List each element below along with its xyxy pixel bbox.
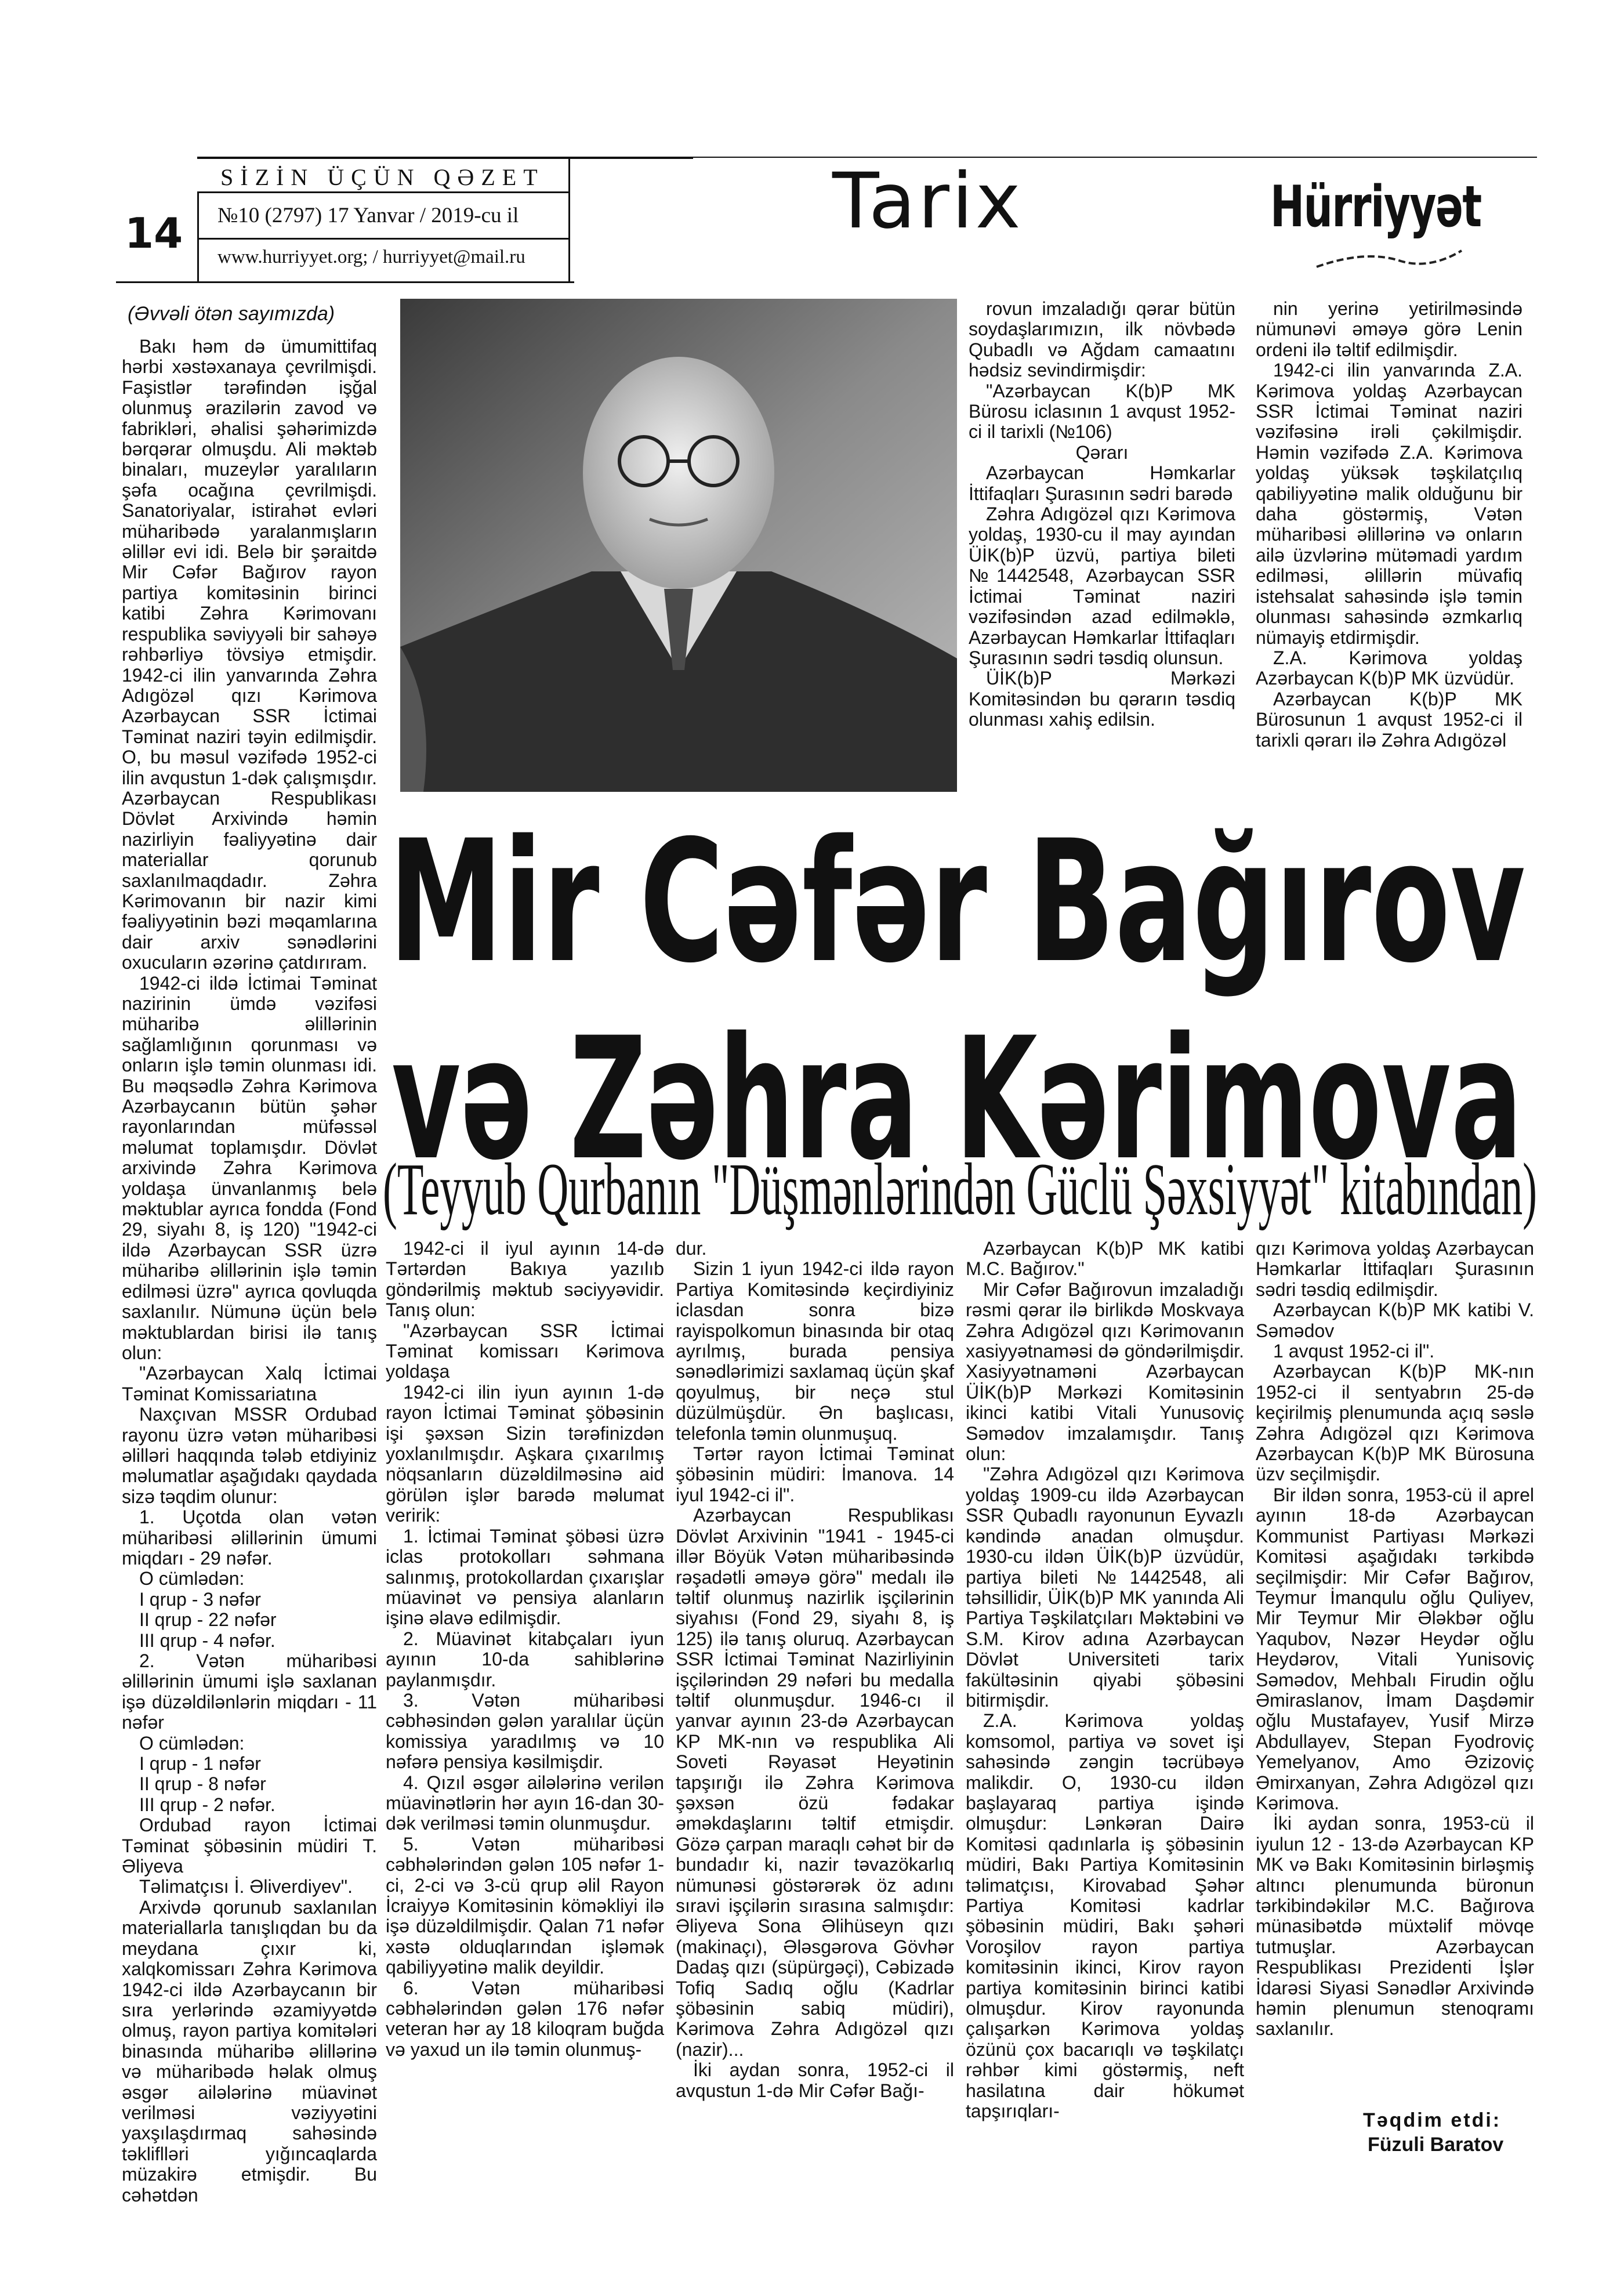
paragraph: 4. Qızıl əsgər ailələrinə verilən müavinətlərin hər ayın 16-dan 30-dək verilməsi təmin olunmuşdur. [386, 1772, 664, 1834]
article-column-bottom-4 [1256, 1239, 1534, 2097]
paragraph: Qərarı [1075, 441, 1129, 463]
paragraph: Z.A. Kərimova yoldaş komsomol, partiya və sovet işi sahəsində zəngin təcrübəyə malikdir. O, 1930-cu ildən başlayaraq partiya işində olmuşdur: Lənkəran Dairə Komitəsi qadınlarla iş şöbəsinin müdiri, Bakı Partiya Komitəsinin təlimatçısı, Kirovabad Şəhər Partiya Komitəsi kadrlar şöbəsinin müdiri, Bakı şəhəri Voroşilov rayon partiya komitəsinin ikinci, Kirov rayon partiya komitəsinin birinci katibi olmuşdur. Kirov rayonunda çalışarkən Kərimova yoldaş özünü çox bacarıqlı və təşkilatçı rəhbər kimi göstərmiş, neft hasilatına dair hökumət tapşırıqları- [966, 1710, 1244, 2122]
paragraph: 1 avqust 1952-ci il". [1273, 1341, 1435, 1362]
article-column-bottom-3 [966, 1239, 1244, 2135]
paragraph: 1. Uçotda olan vətən müharibəsi əlillərinin ümumi miqdarı - 29 nəfər. [122, 1507, 377, 1569]
paragraph: O cümlədən: [139, 1732, 245, 1754]
paragraph: III qrup - 2 nəfər. [139, 1794, 276, 1815]
headline-line-2: və Zəhra Kərimova [392, 1002, 1522, 1197]
paragraph: O cümlədən: [139, 1568, 245, 1589]
paragraph: Zəhra Adıgözəl qızı Kərimova yoldaş, 1930-cu il may ayından ÜİK(b)P üzvü, partiya bileti №1442548, Azərbaycan SSR İctimai Təminat naziri vəzifəsindən azad edilməklə, Azərbaycan Həmkarlar İttifaqları Şurasının sədri təsdiq olunsun. [969, 504, 1235, 668]
article-column-bottom-1 [386, 1239, 664, 2135]
paragraph: Ordubad rayon İctimai Təminat şöbəsinin müdiri T. Əliyeva [122, 1815, 377, 1877]
portrait-photo [400, 299, 957, 792]
paragraph: 5. Vətən müharibəsi cəbhələrindən gələn 105 nəfər 1-ci, 2-ci və 3-cü qrup əlil Rayon İcraiyyə Komitəsinin kömәkliyi ilə işə düzəldilmişdir. Qalan 71 nəfər xəstə olduqlarından işləmək qabiliyyətinə malik deyildir. [386, 1833, 664, 1978]
paragraph: Azərbaycan K(b)P MK katibi M.C. Bağırov." [966, 1238, 1244, 1280]
paragraph: III qrup - 4 nəfər. [139, 1630, 276, 1651]
article-column-top-b [1256, 299, 1522, 774]
subtitle [377, 1146, 1543, 1239]
paragraph: Tərtər rayon İctimai Təminat şöbəsinin müdiri: İmanova. 14 iyul 1942-ci il". [676, 1443, 954, 1505]
article-column-bottom-2 [676, 1239, 954, 2135]
paragraph: nin yerinə yetirilməsində nümunəvi əməyə görə Lenin ordeni ilə təltif edilmişdir. [1256, 298, 1522, 360]
logo-swoosh-icon [1314, 244, 1464, 273]
paragraph: I qrup - 3 nəfər [139, 1588, 261, 1610]
paragraph: 1942-ci il iyul ayının 14-də Tərtərdən Bakıya yazılıb göndərilmiş məktub səciyyəvidir. Tanış olun: [386, 1238, 664, 1321]
section-title: Tarix [832, 157, 1023, 246]
paragraph: "Azərbaycan SSR İctimai Təminat komissarı Kərimova yoldaşa [386, 1320, 664, 1382]
issue-info: №10 (2797) 17 Yanvar / 2019-cu il [217, 204, 519, 227]
paragraph: rovun imzaladığı qərar bütün soydaşlarımızın, ilk növbədə Qubadlı və Ağdam camaatını hədsiz sevindirmişdir: [969, 298, 1235, 381]
paragraph: 1. İctimai Təminat şöbəsi üzrə iclas protokolları səhmana salınmış, protokollardan çıxarışlar müavinət və pensiya alanların işinə əlavə edilmişdir. [386, 1525, 664, 1629]
masthead-motto: SİZİN ÜÇÜN QƏZET [220, 164, 545, 190]
paragraph: Naxçıvan MSSR Ordubad rayonu üzrə vətən müharibəsi əlilləri haqqında tələb etdiyiniz məlumatlar aşağıdakı qaydada sizə təqdim olunur: [122, 1404, 377, 1507]
paragraph: 2. Vətən müharibəsi əlillərinin ümumi işlə saxlanan işə düzəldilənlərin miqdarı - 11 nəfər [122, 1650, 377, 1733]
paragraph: 1942-ci ilin iyun ayının 1-də rayon İctimai Təminat şöbəsinin işi şəxsən Sizin tərəfinizdən yoxlanılmışdır. Aşkara çıxarılmış nöqsanların düzəldilməsinə aid görülən işlər barədə məlumat veririk: [386, 1381, 664, 1526]
paragraph: İki aydan sonra, 1952-ci il avqustun 1-də Mir Cəfər Bağı- [676, 2059, 954, 2101]
paragraph: Arxivdə qorunub saxlanılan materiallarla tanışlıqdan bu da meydana çıxır ki, xalqkomissarı Zəhra Kərimova 1942-ci ildə Azərbaycanın bir sıra yerlərində əzamiyyətdə olmuş, rayon partiya komitələri binasında müharibə əlillərinə və müharibədə həlak olmuş əsgər ailələrinə müavinət verilməsi vəziyyətini yaxşılaşdırmaq sahəsində təkliflləri yığıncaqlarda müzakirə etmişdir. Bu cəhətdən [122, 1896, 377, 2206]
credit-label: Təqdim etdi: [1363, 2109, 1502, 2131]
paragraph: "Zəhra Adıgözəl qızı Kərimova yoldaş 1909-cu ildə Azərbaycan SSR Qubadlı rayonunun Eyvazlı kəndində anadan olmuşdur. 1930-cu ildən ÜİK(b)P üzvüdür, partiya bileti №1442548, ali təhsillidir, ÜİK(b)P MK yanında Ali Partiya Təşkilatçıları Məktəbini və S.M. Kirov adına Azərbaycan Dövlət Universiteti tarix fakültəsinin qiyabi şöbəsini bitirmişdir. [966, 1464, 1244, 1711]
article-column-top-a [969, 299, 1235, 774]
paragraph: 3. Vətən müharibəsi cəbhəsindən gələn yaralılar üçün komissiya yaradılmış və 10 nəfərə pensiya kəsilmişdir. [386, 1689, 664, 1773]
paragraph: Mir Cəfər Bağırovun imzaladığı rəsmi qərar ilə birlikdə Moskvaya Zəhra Adıgözəl qızı Kərimovanın xasiyyətnaməsi də göndərilmişdir. Xasiyyətnaməni Azərbaycan ÜİK(b)P Mərkəzi Komitəsinin ikinci katibi Vitali Yunusoviç Səmədov imzalamışdır. Tanış olun: [966, 1279, 1244, 1465]
paragraph: Sizin 1 iyun 1942-ci ildə rayon Partiya Komitəsində keçirdiyiniz iclasdan sonra bizə rayispolkomun binasında bir otaq ayrılmış, burada pensiya sənədlərimizi saxlamaq üçün şkaf qoyulmuş, bir neçə stul düzülmüşdür. Ən başlıcası, telefonla təmin olunmuşuq. [676, 1258, 954, 1444]
paragraph: 1942-ci ilin yanvarında Z.A. Kərimova yoldaş Azərbaycan SSR İctimai Təminat naziri vəzifəsinə irəli çəkilmişdir. Həmin vəzifədə Z.A. Kərimova yoldaş yüksək təşkilatçılıq qabiliyyətinə malik olduğunu bir daha göstərmiş, Vətən müharibəsi əlillərinə və onların ailə üzvlərinə mütəmadi yardım edilməsi, əlillərin müvafiq istehsalat sahəsində işlə təmin olunması sahəsində əzmkarlıq nümayiş etdirmişdir. [1256, 360, 1522, 648]
paragraph: Azərbaycan K(b)P MK-nın 1952-ci il sentyabrın 25-də keçirilmiş plenumunda açıq səslə Zəhra Adıgözəl qızı Kərimova Azərbaycan K(b)P MK Bürosuna üzv seçilmişdir. [1256, 1361, 1534, 1485]
paragraph: II qrup - 8 nəfər [139, 1773, 266, 1795]
page-number: 14 [125, 209, 183, 258]
paragraph: İki aydan sonra, 1953-cü il iyulun 12 - 13-də Azərbaycan KP MK və Bakı Komitəsinin birləşmiş altıncı plenumunda büronun tərkibindəkilər M.C. Bağırova münasibətdə müxtəlif mövqe tutmuşlar. Azərbaycan Respublikası Prezidenti İşlər İdarəsi Siyasi Sənədlər Arxivində həmin plenumun stenoqramı saxlanılır. [1256, 1813, 1534, 2040]
paragraph: 2. Müavinət kitabçaları iyun ayının 10-da sahiblərinə paylanmışdır. [386, 1628, 664, 1690]
subtitle-text: (Teyyub Qurbanın "Düşmənlərindən Güclü Şəxsiyyət" kitabından) [383, 1148, 1537, 1230]
contact-info: www.hurriyyet.org; / hurriyyet@mail.ru [217, 247, 525, 267]
headline-line-1: Mir Cəfər Bağırov [389, 805, 1525, 1000]
paragraph: Z.A. Kərimova yoldaş Azərbaycan K(b)P MK üzvüdür. [1256, 647, 1522, 689]
paragraph: Bir ildən sonra, 1953-cü il aprel ayının 18-də Azərbaycan Kommunist Partiyası Mərkəzi Komitəsi aşağıdakı tərkibdə seçilmişdir: Mir Cəfər Bağırov, Teymur İmanqulu oğlu Quliyev, Mir Teymur Mir Ələkbər oğlu Yaqubov, Nəzər Heydər oğlu Heydərov, Vitali Yunisoviç Səmədov, Mehbalı Firudin oğlu Əmiraslanov, İmam Daşdəmir oğlu Mustafayev, Yusif Mirzə Abdullayev, Stepan Fyodroviç Yemelyanov, Amo Əzizoviç Əmirxanyan, Zəhra Adıgözəl qızı Kərimova. [1256, 1484, 1534, 1813]
continuation-note: (Əvvəli ötən sayımızda) [128, 303, 335, 325]
newspaper-logo: Hürriyyət [1270, 174, 1481, 240]
paragraph: 1942-ci ildə İctimai Təminat nazirinin ümdə vəzifəsi müharibə əlillərinin sağlamlığının qorunması və onların işlə təmin olunması idi. Bu məqsədlə Zəhra Kərimova Azərbaycanın bütün şəhər rayonlarından müfəssəl məlumat toplamışdır. Dövlət arxivində Zəhra Kərimova yoldaşa ünvanlanmış belə məktublar ayrıca fondda (Fond 29, siyahı 8, iş 120) "1942-ci ildə Azərbaycan SSR üzrə müharibə əlillərinin işlə təmin edilməsi üzrə" ayrıca qovluqda saxlanılır. Nümunə üçün belə məktublardan birisi ilə tanış olun: [122, 972, 377, 1363]
paragraph: Təlimatçısı İ. Əliverdiyev". [139, 1876, 353, 1898]
paragraph: ÜİK(b)P Mərkəzi Komitəsindən bu qərarın təsdiq olunması xahiş edilsin. [969, 668, 1235, 730]
paragraph: Azərbaycan Həmkarlar İttifaqları Şurasının sədri barədə [969, 462, 1235, 504]
paragraph: Azərbaycan Respublikası Dövlət Arxivinin "1941 - 1945-ci illər Böyük Vətən müharibəsində rəşadətli əməyə görə" medalı ilə təltif olunmuş nazirlik işçilərinin siyahısı (Fond 29, siyahı 8, iş 125) ilə tanış oluruq. Azərbaycan SSR İctimai Təminat Nazirliyinin işçilərindən 29 nəfəri bu medalla təltif olunmuşdur. 1946-cı il yanvar ayının 23-də Azərbaycan KP MK-nın və respublika Ali Soveti Rəyasət Heyətinin tapşırığı ilə Zəhra Kərimova şəxsən özü fədakar əməkdaşlarını təltif etmişdir. Gözə çarpan maraqlı cəhət bir də bundadır ki, nazir təvazökarlıq nümunəsi göstərərək öz adını sıravi işçilərin sırasına salmışdır: Əliyeva Sona Əlihüseyn qızı (makinaçı), Ələsgərova Gövhər Dadaş qızı (süpürgəçi), Cəbizadə Tofiq Sadıq oğlu (Kadrlar şöbəsinin sabiq müdiri), Kərimova Zəhra Adıgözəl qızı (nazir)... [676, 1505, 954, 2060]
paragraph: Azərbaycan K(b)P MK katibi V. Səmədov [1256, 1299, 1534, 1341]
credit-name: Füzuli Baratov [1368, 2134, 1504, 2156]
paragraph: II qrup - 22 nəfər [139, 1609, 277, 1631]
paragraph: Azərbaycan K(b)P MK Bürosunun 1 avqust 1952-ci il tarixli qərarı ilə Zəhra Adıgözəl [1256, 688, 1522, 751]
paragraph: "Azərbaycan K(b)P MK Bürosu iclasının 1 avqust 1952-ci il tarixli (№106) [969, 380, 1235, 443]
paragraph: dur. [676, 1238, 707, 1259]
paragraph: 6. Vətən müharibəsi cəbhələrindən gələn 176 nəfər veteran hər ay 18 kiloqram buğda və yaxud un ilə təmin olunmuş- [386, 1977, 664, 2060]
paragraph: qızı Kərimova yoldaş Azərbaycan Həmkarlar İttifaqları Şurasının sədri təsdiq edilmişdir. [1256, 1238, 1534, 1300]
paragraph: Bakı həm də ümumittifaq hərbi xəstəxanaya çevrilmişdi. Faşistlər tərəfindən işğal olunmuş ərazilərin zavod və fabrikləri, əhalisi şəhərimizdə bərqərar olmuşdu. Ali məktəb binaları, muzeylər yaralıların şəfa ocağına çevrilmişdi. Sanatoriyalar, istirahət evləri müharibədə yaralanmışların əlillər evi idi. Belə bir şəraitdə Mir Cəfər Bağırov rayon partiya komitəsinin birinci katibi Zəhra Kərimovanı respublika səviyyəli bir sahəyə rəhbərliyə tövsiyə etmişdir. 1942-ci ilin yanvarında Zəhra Adıgözəl qızı Kərimova Azərbaycan SSR İctimai Təminat naziri təyin edilmişdir. O, bu məsul vəzifədə 1952-ci ilin avqustun 1-dək çalışmışdır. Azərbaycan Respublikası Dövlət Arxivində həmin nazirliyin fəaliyyətinə dair materiallar qorunub saxlanılmaqdadır. Zəhra Kərimovanın bir nazir kimi fəaliyyətinin bəzi məqamlarına dair arxiv sənədlərini oxucuların əzərinə çatdırıram. [122, 336, 377, 973]
paragraph: "Azərbaycan Xalq İctimai Təminat Komissariatına [122, 1363, 377, 1404]
article-column-left [122, 336, 377, 2206]
paragraph: I qrup - 1 nəfər [139, 1753, 261, 1775]
